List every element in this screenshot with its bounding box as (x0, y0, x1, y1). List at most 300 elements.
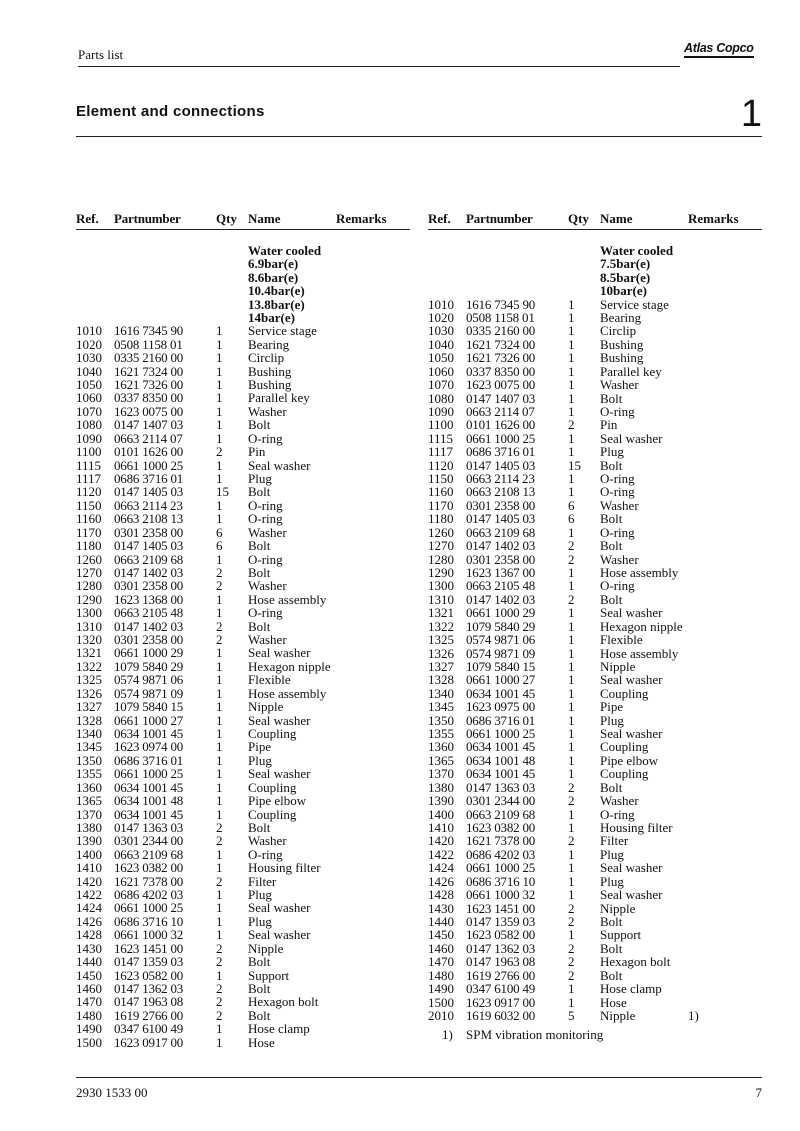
col-header-ref: Ref. (76, 211, 99, 226)
partnumber-cell: 0663 2114 23 (114, 497, 183, 513)
ref-cell: 1420 (76, 873, 102, 889)
table-row (76, 955, 410, 968)
partnumber-cell: 1079 5840 29 (466, 618, 536, 634)
name-cell: Seal washer (248, 712, 311, 728)
table-row (428, 566, 762, 579)
ref-cell: 1260 (428, 524, 454, 540)
partnumber-cell: 0574 9871 06 (466, 632, 536, 648)
partnumber-cell: 0301 2344 00 (114, 833, 184, 849)
qty-cell: 1 (216, 551, 223, 567)
qty-cell: 1 (568, 377, 575, 393)
partnumber-cell: 0661 1000 27 (114, 712, 184, 728)
table-row (76, 660, 410, 673)
ref-cell: 1500 (76, 1034, 102, 1050)
qty-cell: 1 (216, 497, 223, 513)
ref-cell: 1170 (428, 497, 454, 513)
name-cell: Seal washer (248, 766, 311, 782)
brand-logo: Atlas Copco (684, 41, 754, 58)
partnumber-cell: 0101 1626 00 (466, 417, 536, 433)
table-row (428, 888, 762, 901)
qty-cell: 2 (216, 444, 223, 460)
table-row (76, 901, 410, 914)
name-cell: Pin (600, 417, 618, 433)
qty-cell: 1 (216, 1021, 223, 1037)
partnumber-cell: 0147 1402 03 (114, 618, 184, 634)
partnumber-cell: 1623 0075 00 (466, 377, 536, 393)
partnumber-cell: 1623 0974 00 (114, 739, 184, 755)
partnumber-cell: 0663 2114 23 (466, 471, 535, 487)
partnumber-cell: 1623 0382 00 (466, 820, 536, 836)
partnumber-cell: 0634 1001 45 (466, 739, 536, 755)
qty-cell: 1 (568, 752, 575, 768)
table-header (428, 211, 762, 228)
partnumber-cell: 0663 2105 48 (114, 605, 184, 621)
table-row (428, 969, 762, 982)
qty-cell: 2 (568, 591, 575, 607)
col-header-qty: Qty (568, 211, 589, 226)
qty-cell: 1 (568, 658, 575, 674)
name-cell: O-ring (600, 484, 635, 500)
ref-cell: 1310 (76, 618, 102, 634)
name-cell: Hexagon nipple (600, 618, 683, 634)
ref-cell: 2010 (428, 1007, 454, 1023)
partnumber-cell: 0663 2109 68 (466, 806, 536, 822)
name-cell: Pin (248, 444, 266, 460)
qty-cell: 6 (568, 511, 575, 527)
name-cell: O-ring (248, 551, 283, 567)
name-cell: Seal washer (248, 900, 311, 916)
table-row (428, 740, 762, 753)
table-row (76, 1036, 410, 1049)
table-row (428, 660, 762, 673)
table-row (428, 767, 762, 780)
partnumber-cell: 1619 2766 00 (466, 967, 536, 983)
table-row (428, 512, 762, 525)
table-row (76, 781, 410, 794)
partnumber-cell: 0337 8350 00 (466, 363, 536, 379)
qty-cell: 2 (568, 940, 575, 956)
table-row (76, 459, 410, 472)
table-row (428, 861, 762, 874)
remarks-cell: 1) (688, 1007, 699, 1023)
name-cell: Bearing (600, 309, 642, 325)
table-row (428, 700, 762, 713)
qty-cell: 1 (568, 296, 575, 312)
qty-cell: 1 (568, 524, 575, 540)
ref-cell: 1040 (76, 363, 102, 379)
table-row (428, 620, 762, 633)
table-row (428, 539, 762, 552)
table-row (428, 727, 762, 740)
name-cell: Service stage (248, 323, 317, 339)
table-row (428, 499, 762, 512)
ref-cell: 1080 (76, 417, 102, 433)
name-cell: Pipe (248, 739, 272, 755)
ref-cell: 1321 (428, 605, 454, 621)
ref-cell: 1340 (428, 685, 454, 701)
table-row (76, 499, 410, 512)
section-label: Parts list (78, 47, 124, 62)
qty-cell: 1 (216, 658, 223, 674)
table-row (428, 781, 762, 794)
qty-cell: 1 (216, 457, 223, 473)
name-cell: Plug (248, 752, 272, 768)
name-cell: Circlip (248, 350, 285, 366)
ref-cell: 1090 (428, 403, 454, 419)
qty-cell: 1 (568, 766, 575, 782)
name-cell: Nipple (248, 940, 284, 956)
table-row (428, 526, 762, 539)
partnumber-cell: 0147 1405 03 (466, 457, 536, 473)
variant-line: 10.4bar(e) (248, 283, 305, 299)
ref-cell: 1117 (76, 470, 102, 486)
chapter-number: 1 (740, 93, 762, 135)
ref-cell: 1170 (76, 524, 102, 540)
table-row (76, 579, 410, 592)
partnumber-cell: 0147 1405 03 (114, 484, 184, 500)
name-cell: O-ring (600, 403, 635, 419)
partnumber-cell: 0574 9871 06 (114, 672, 184, 688)
variant-line: 10bar(e) (600, 283, 647, 299)
partnumber-cell: 1079 5840 15 (114, 699, 184, 715)
name-cell: O-ring (600, 471, 635, 487)
table-row (428, 794, 762, 807)
ref-cell: 1460 (76, 981, 102, 997)
partnumber-cell: 0686 4202 03 (466, 846, 536, 862)
ref-cell: 1010 (76, 323, 102, 339)
partnumber-cell: 0634 1001 45 (466, 766, 536, 782)
name-cell: Bolt (248, 417, 271, 433)
ref-cell: 1160 (76, 511, 102, 527)
table-body (428, 298, 762, 1023)
ref-cell: 1150 (76, 497, 102, 513)
table-row (76, 553, 410, 566)
name-cell: Washer (600, 551, 639, 567)
variant-line: 7.5bar(e) (600, 256, 651, 272)
qty-cell: 1 (216, 377, 223, 393)
name-cell: Seal washer (248, 645, 311, 661)
partnumber-cell: 0661 1000 32 (114, 927, 184, 943)
name-cell: O-ring (248, 846, 283, 862)
partnumber-cell: 0147 1407 03 (114, 417, 184, 433)
qty-cell: 2 (216, 564, 223, 580)
qty-cell: 2 (568, 417, 575, 433)
qty-cell: 2 (568, 967, 575, 983)
name-cell: Filter (248, 873, 277, 889)
partnumber-cell: 1621 7324 00 (114, 363, 184, 379)
partnumber-cell: 0663 2109 68 (114, 846, 184, 862)
ref-cell: 1160 (428, 484, 454, 500)
table-row (428, 942, 762, 955)
table-row (428, 351, 762, 364)
name-cell: Bolt (248, 538, 271, 554)
qty-cell: 1 (216, 390, 223, 406)
qty-cell: 1 (216, 430, 223, 446)
ref-cell: 1120 (76, 484, 102, 500)
ref-cell: 1115 (428, 430, 454, 446)
ref-cell: 1180 (76, 538, 102, 554)
partnumber-cell: 1079 5840 15 (466, 658, 536, 674)
qty-cell: 1 (216, 336, 223, 352)
partnumber-cell: 0301 2358 00 (114, 578, 184, 594)
partnumber-cell: 0301 2358 00 (114, 524, 184, 540)
parts-table-left (76, 211, 410, 1049)
name-cell: Hose assembly (248, 591, 327, 607)
table-row (428, 928, 762, 941)
name-cell: Pipe elbow (248, 793, 307, 809)
ref-cell: 1050 (428, 350, 454, 366)
qty-cell: 1 (216, 793, 223, 809)
col-header-remarks: Remarks (688, 211, 739, 226)
partnumber-cell: 1079 5840 29 (114, 658, 184, 674)
qty-cell: 2 (568, 793, 575, 809)
qty-cell: 1 (216, 699, 223, 715)
ref-cell: 1490 (428, 981, 454, 997)
partnumber-cell: 0147 1363 03 (114, 819, 184, 835)
partnumber-cell: 0347 6100 49 (466, 981, 536, 997)
table-row (76, 700, 410, 713)
ref-cell: 1020 (428, 309, 454, 325)
qty-cell: 1 (568, 712, 575, 728)
partnumber-cell: 1623 1451 00 (114, 940, 184, 956)
name-cell: Bolt (600, 940, 623, 956)
table-row (76, 767, 410, 780)
ref-cell: 1380 (76, 819, 102, 835)
qty-cell: 6 (568, 497, 575, 513)
table-row (76, 794, 410, 807)
table-row (428, 1009, 762, 1022)
partnumber-cell: 0663 2114 07 (114, 430, 183, 446)
table-row (76, 593, 410, 606)
ref-cell: 1150 (428, 471, 454, 487)
table-row (76, 848, 410, 861)
ref-cell: 1325 (76, 672, 102, 688)
partnumber-cell: 0661 1000 32 (466, 887, 536, 903)
table-row (428, 579, 762, 592)
page-title: Element and connections (76, 103, 265, 120)
variant-heading (76, 244, 410, 324)
qty-cell: 1 (568, 699, 575, 715)
table-row (428, 311, 762, 324)
table-row (76, 351, 410, 364)
ref-cell: 1120 (428, 457, 454, 473)
ref-cell: 1480 (76, 1007, 102, 1023)
qty-cell: 1 (568, 390, 575, 406)
name-cell: Seal washer (600, 605, 663, 621)
qty-cell: 1 (568, 403, 575, 419)
name-cell: Hexagon bolt (248, 994, 319, 1010)
name-cell: Hose (248, 1034, 275, 1050)
ref-cell: 1430 (428, 900, 454, 916)
partnumber-cell: 1623 0917 00 (466, 994, 536, 1010)
qty-cell: 1 (568, 484, 575, 500)
table-row (428, 485, 762, 498)
ref-cell: 1340 (76, 726, 102, 741)
name-cell: Coupling (600, 685, 649, 701)
qty-cell: 1 (216, 605, 223, 621)
partnumber-cell: 1616 7345 90 (114, 323, 184, 339)
partnumber-cell: 0147 1362 03 (114, 981, 184, 997)
name-cell: Washer (248, 578, 287, 594)
name-cell: Circlip (600, 323, 637, 339)
table-row (76, 995, 410, 1008)
ref-cell: 1280 (76, 578, 102, 594)
partnumber-cell: 0634 1001 45 (114, 726, 184, 741)
ref-cell: 1327 (76, 699, 102, 715)
ref-cell: 1322 (428, 618, 454, 634)
name-cell: Washer (248, 632, 287, 648)
ref-cell: 1328 (76, 712, 102, 728)
name-cell: Hose assembly (600, 565, 679, 580)
table-row (76, 1022, 410, 1035)
ref-cell: 1480 (428, 967, 454, 983)
partnumber-cell: 0661 1000 25 (114, 766, 184, 782)
qty-cell: 15 (216, 484, 229, 500)
qty-cell: 1 (568, 618, 575, 634)
table-row (76, 418, 410, 431)
ref-cell: 1490 (76, 1021, 102, 1037)
qty-cell: 1 (568, 605, 575, 621)
name-cell: Coupling (600, 739, 649, 755)
ref-cell: 1100 (76, 444, 102, 460)
table-row (76, 861, 410, 874)
col-header-name: Name (600, 211, 633, 226)
footnote-text: SPM vibration monitoring (466, 1027, 604, 1043)
partnumber-cell: 1621 7378 00 (114, 873, 184, 889)
qty-cell: 1 (216, 900, 223, 916)
ref-cell: 1050 (76, 377, 102, 393)
qty-cell: 1 (216, 779, 223, 795)
col-header-partnumber: Partnumber (466, 211, 533, 226)
partnumber-cell: 0147 1359 03 (114, 954, 184, 970)
qty-cell: 1 (216, 712, 223, 728)
name-cell: Seal washer (248, 457, 311, 473)
table-row (76, 740, 410, 753)
qty-cell: 1 (568, 672, 575, 688)
document-number: 2930 1533 00 (76, 1085, 148, 1100)
ref-cell: 1327 (428, 658, 454, 674)
name-cell: Flexible (248, 672, 291, 688)
name-cell: Nipple (600, 900, 636, 916)
ref-cell: 1270 (76, 564, 102, 580)
ref-cell: 1320 (76, 632, 102, 648)
partnumber-cell: 0663 2108 13 (466, 484, 536, 500)
header-divider (78, 66, 680, 67)
qty-cell: 1 (568, 846, 575, 862)
qty-cell: 1 (216, 967, 223, 983)
ref-cell: 1328 (428, 672, 454, 688)
partnumber-cell: 0634 1001 45 (114, 806, 184, 822)
partnumber-cell: 0661 1000 29 (114, 645, 184, 661)
qty-cell: 2 (568, 900, 575, 916)
table-row (76, 378, 410, 391)
table-row (428, 821, 762, 834)
ref-cell: 1360 (428, 739, 454, 755)
variant-line: 13.8bar(e) (248, 296, 305, 312)
table-row (428, 553, 762, 566)
partnumber-cell: 1621 7324 00 (466, 336, 536, 352)
ref-cell: 1410 (428, 820, 454, 836)
qty-cell: 1 (568, 323, 575, 339)
ref-cell: 1060 (428, 363, 454, 379)
name-cell: Washer (600, 377, 639, 393)
name-cell: Nipple (600, 658, 636, 674)
name-cell: O-ring (248, 430, 283, 446)
partnumber-cell: 1619 2766 00 (114, 1007, 184, 1023)
partnumber-cell: 0663 2105 48 (466, 578, 536, 594)
partnumber-cell: 0663 2109 68 (114, 551, 184, 567)
ref-cell: 1350 (428, 712, 454, 728)
table-header (76, 211, 410, 228)
qty-cell: 1 (216, 470, 223, 486)
qty-cell: 2 (216, 618, 223, 634)
partnumber-cell: 0147 1402 03 (466, 591, 536, 607)
table-row (428, 673, 762, 686)
ref-cell: 1080 (428, 390, 454, 406)
table-row (76, 432, 410, 445)
table-row (76, 633, 410, 646)
qty-cell: 1 (216, 860, 223, 876)
ref-cell: 1290 (428, 565, 454, 580)
table-row (428, 848, 762, 861)
qty-cell: 1 (216, 887, 223, 903)
qty-cell: 1 (216, 1034, 223, 1050)
table-row (428, 834, 762, 847)
parts-table-right (428, 211, 762, 1041)
ref-cell: 1450 (428, 927, 454, 943)
name-cell: O-ring (600, 524, 635, 540)
name-cell: Washer (248, 833, 287, 849)
name-cell: Bolt (248, 618, 271, 634)
ref-cell: 1422 (76, 887, 102, 903)
partnumber-cell: 0301 2358 00 (466, 551, 536, 567)
qty-cell: 1 (568, 578, 575, 594)
partnumber-cell: 1616 7345 90 (466, 296, 536, 312)
name-cell: Seal washer (600, 672, 663, 688)
ref-cell: 1360 (76, 779, 102, 795)
name-cell: Filter (600, 833, 629, 849)
partnumber-cell: 0663 2114 07 (466, 403, 535, 419)
ref-cell: 1370 (76, 806, 102, 822)
name-cell: Bolt (248, 484, 271, 500)
name-cell: Seal washer (248, 927, 311, 943)
table-row (76, 365, 410, 378)
variant-line: 8.6bar(e) (248, 269, 299, 285)
qty-cell: 1 (216, 363, 223, 379)
name-cell: O-ring (600, 806, 635, 822)
qty-cell: 1 (216, 752, 223, 768)
ref-cell: 1325 (428, 632, 454, 648)
table-row (428, 687, 762, 700)
partnumber-cell: 0574 9871 09 (466, 645, 536, 661)
table-row (428, 606, 762, 619)
qty-cell: 2 (216, 954, 223, 970)
name-cell: Bushing (248, 363, 292, 379)
variant-line: 14bar(e) (248, 309, 295, 325)
name-cell: Nipple (248, 699, 284, 715)
partnumber-cell: 0661 1000 27 (466, 672, 536, 688)
name-cell: Pipe elbow (600, 752, 659, 768)
footnote-mark: 1) (442, 1027, 453, 1043)
name-cell: Hose assembly (248, 685, 327, 701)
qty-cell: 2 (216, 873, 223, 889)
ref-cell: 1040 (428, 336, 454, 352)
partnumber-cell: 1623 1451 00 (466, 900, 536, 916)
name-cell: Hose clamp (248, 1021, 310, 1037)
name-cell: Plug (248, 470, 272, 486)
ref-cell: 1390 (76, 833, 102, 849)
name-cell: Bolt (600, 390, 623, 406)
